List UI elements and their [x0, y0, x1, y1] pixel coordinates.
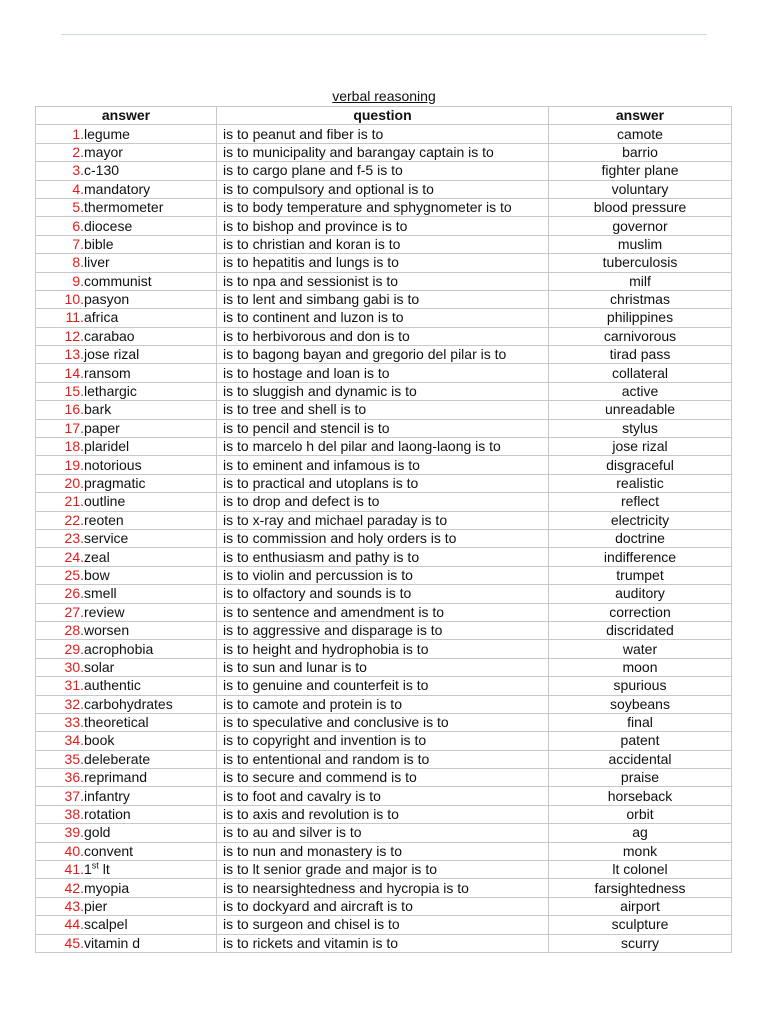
word-text: mayor — [84, 143, 123, 160]
item-number: 33. — [64, 714, 84, 731]
item-number: 28. — [64, 622, 84, 639]
answer-cell: tirad pass — [549, 346, 732, 364]
word-text: vitamin d — [84, 934, 141, 951]
item-number: 1. — [72, 125, 84, 142]
word-text: book — [84, 732, 115, 749]
item-number: 38. — [64, 806, 84, 823]
item-number: 6. — [72, 217, 84, 234]
item-number: 13. — [64, 346, 84, 363]
column-header-answer-2: answer — [549, 107, 732, 125]
answer-cell: spurious — [549, 677, 732, 695]
word-cell — [36, 713, 217, 731]
answer-cell: stylus — [549, 419, 732, 437]
column-header-question: question — [217, 107, 549, 125]
answer-cell: doctrine — [549, 529, 732, 547]
item-number: 8. — [72, 254, 84, 271]
table-row — [36, 493, 732, 511]
word-cell — [36, 677, 217, 695]
question-cell: is to camote and protein is to — [217, 695, 549, 713]
word-cell — [36, 621, 217, 639]
question-cell: is to practical and utoplans is to — [217, 474, 549, 492]
question-cell: is to nun and monastery is to — [217, 842, 549, 860]
table-row — [36, 879, 732, 897]
answer-cell: accidental — [549, 750, 732, 768]
item-number: 43. — [64, 897, 84, 914]
answer-cell: farsightedness — [549, 879, 732, 897]
question-cell: is to speculative and conclusive is to — [217, 713, 549, 731]
question-cell: is to sun and lunar is to — [217, 658, 549, 676]
question-cell: is to compulsory and optional is to — [217, 180, 549, 198]
word-cell — [36, 640, 217, 658]
word-text: smell — [84, 585, 117, 602]
word-cell — [36, 861, 217, 879]
item-number: 23. — [64, 530, 84, 547]
question-cell: is to secure and commend is to — [217, 769, 549, 787]
word-text: ransom — [84, 364, 131, 381]
question-cell: is to drop and defect is to — [217, 493, 549, 511]
table-row — [36, 640, 732, 658]
item-number: 21. — [64, 493, 84, 510]
table-row — [36, 217, 732, 235]
answer-cell: realistic — [549, 474, 732, 492]
item-number: 5. — [72, 199, 84, 216]
word-cell — [36, 585, 217, 603]
word-text: diocese — [84, 217, 133, 234]
word-text: lethargic — [84, 383, 137, 400]
item-number: 41. — [64, 861, 84, 878]
word-text: jose rizal — [84, 346, 140, 363]
word-cell — [36, 879, 217, 897]
word-text: africa — [84, 309, 119, 326]
word-text: reprimand — [84, 769, 148, 786]
table-body — [36, 125, 732, 953]
question-cell: is to herbivorous and don is to — [217, 327, 549, 345]
word-cell — [36, 695, 217, 713]
table-row — [36, 327, 732, 345]
question-cell: is to sentence and amendment is to — [217, 603, 549, 621]
answer-cell: water — [549, 640, 732, 658]
question-cell: is to height and hydrophobia is to — [217, 640, 549, 658]
word-text: bow — [84, 566, 110, 583]
word-cell — [36, 824, 217, 842]
question-cell: is to commission and holy orders is to — [217, 529, 549, 547]
item-number: 29. — [64, 640, 84, 657]
table-row — [36, 419, 732, 437]
word-cell — [36, 511, 217, 529]
answer-cell: airport — [549, 897, 732, 915]
table-row — [36, 677, 732, 695]
word-text: theoretical — [84, 714, 149, 731]
word-text: carabao — [84, 327, 135, 344]
item-number: 18. — [64, 438, 84, 455]
word-cell — [36, 787, 217, 805]
table-row — [36, 750, 732, 768]
word-text: pasyon — [84, 291, 130, 308]
table-row — [36, 180, 732, 198]
answer-cell: discridated — [549, 621, 732, 639]
word-text: convent — [84, 842, 134, 859]
item-number: 42. — [64, 879, 84, 896]
item-number: 4. — [72, 180, 84, 197]
table-row — [36, 290, 732, 308]
item-number: 35. — [64, 750, 84, 767]
item-number: 44. — [64, 916, 84, 933]
table-row — [36, 621, 732, 639]
answer-cell: orbit — [549, 805, 732, 823]
word-text: worsen — [84, 622, 130, 639]
item-number: 17. — [64, 419, 84, 436]
table-row — [36, 309, 732, 327]
word-cell — [36, 198, 217, 216]
table-row — [36, 842, 732, 860]
table-row — [36, 346, 732, 364]
word-cell — [36, 658, 217, 676]
question-cell: is to tree and shell is to — [217, 401, 549, 419]
word-cell — [36, 493, 217, 511]
table-row — [36, 235, 732, 253]
answer-cell: christmas — [549, 290, 732, 308]
answer-cell: electricity — [549, 511, 732, 529]
answer-cell: indifference — [549, 548, 732, 566]
word-cell — [36, 364, 217, 382]
question-cell: is to rickets and vitamin is to — [217, 934, 549, 952]
word-cell — [36, 529, 217, 547]
item-number: 9. — [72, 272, 84, 289]
table-row — [36, 916, 732, 934]
item-number: 36. — [64, 769, 84, 786]
word-text: solar — [84, 658, 115, 675]
word-text: reoten — [84, 511, 124, 528]
word-text: plaridel — [84, 438, 130, 455]
question-cell: is to cargo plane and f-5 is to — [217, 162, 549, 180]
word-text: bible — [84, 235, 114, 252]
answer-cell: soybeans — [549, 695, 732, 713]
item-number: 30. — [64, 658, 84, 675]
word-cell — [36, 805, 217, 823]
table-row — [36, 603, 732, 621]
question-cell: is to olfactory and sounds is to — [217, 585, 549, 603]
table-row — [36, 861, 732, 879]
answer-cell: fighter plane — [549, 162, 732, 180]
table-row — [36, 769, 732, 787]
table-row — [36, 713, 732, 731]
answer-cell: moon — [549, 658, 732, 676]
word-text: acrophobia — [84, 640, 154, 657]
question-cell: is to lt senior grade and major is to — [217, 861, 549, 879]
question-cell: is to christian and koran is to — [217, 235, 549, 253]
word-cell — [36, 290, 217, 308]
table-row — [36, 125, 732, 143]
table-row — [36, 566, 732, 584]
table-row — [36, 529, 732, 547]
answer-cell: monk — [549, 842, 732, 860]
word-text-suffix: lt — [98, 861, 110, 878]
item-number: 32. — [64, 695, 84, 712]
word-cell — [36, 217, 217, 235]
word-text: carbohydrates — [84, 695, 173, 712]
word-cell — [36, 769, 217, 787]
word-cell — [36, 897, 217, 915]
answer-cell: blood pressure — [549, 198, 732, 216]
table-row — [36, 695, 732, 713]
question-cell: is to continent and luzon is to — [217, 309, 549, 327]
table-row — [36, 511, 732, 529]
word-text: communist — [84, 272, 152, 289]
item-number: 22. — [64, 511, 84, 528]
question-cell: is to hostage and loan is to — [217, 364, 549, 382]
table-row — [36, 254, 732, 272]
word-cell — [36, 327, 217, 345]
question-cell: is to bagong bayan and gregorio del pilar is to — [217, 346, 549, 364]
item-number: 40. — [64, 842, 84, 859]
answer-cell: disgraceful — [549, 456, 732, 474]
item-number: 34. — [64, 732, 84, 749]
word-text: thermometer — [84, 199, 164, 216]
word-text: deleberate — [84, 750, 151, 767]
question-cell: is to eminent and infamous is to — [217, 456, 549, 474]
table-row — [36, 732, 732, 750]
word-cell — [36, 272, 217, 290]
question-cell: is to aggressive and disparage is to — [217, 621, 549, 639]
item-number: 2. — [72, 143, 84, 160]
question-cell: is to municipality and barangay captain is to — [217, 143, 549, 161]
item-number: 10. — [64, 291, 84, 308]
word-text: mandatory — [84, 180, 151, 197]
word-superscript: st — [91, 860, 99, 871]
word-cell — [36, 934, 217, 952]
table-row — [36, 272, 732, 290]
item-number: 31. — [64, 677, 84, 694]
word-text: gold — [84, 824, 111, 841]
word-cell — [36, 474, 217, 492]
word-cell — [36, 566, 217, 584]
answer-cell: correction — [549, 603, 732, 621]
word-text: liver — [84, 254, 110, 271]
word-cell — [36, 842, 217, 860]
word-cell — [36, 346, 217, 364]
question-cell: is to hepatitis and lungs is to — [217, 254, 549, 272]
table-row — [36, 934, 732, 952]
word-text: pragmatic — [84, 475, 146, 491]
question-cell: is to foot and cavalry is to — [217, 787, 549, 805]
table-row — [36, 658, 732, 676]
question-cell: is to enthusiasm and pathy is to — [217, 548, 549, 566]
question-cell: is to lent and simbang gabi is to — [217, 290, 549, 308]
table-row — [36, 364, 732, 382]
item-number: 26. — [64, 585, 84, 602]
answer-cell: jose rizal — [549, 438, 732, 456]
answer-cell: tuberculosis — [549, 254, 732, 272]
word-cell — [36, 438, 217, 456]
word-cell — [36, 548, 217, 566]
word-text: myopia — [84, 879, 130, 896]
word-text: notorious — [84, 456, 142, 473]
question-cell: is to au and silver is to — [217, 824, 549, 842]
word-cell — [36, 125, 217, 143]
table-header-row — [36, 107, 732, 125]
word-cell — [36, 750, 217, 768]
word-cell — [36, 732, 217, 750]
table-row — [36, 143, 732, 161]
answer-cell: barrio — [549, 143, 732, 161]
table-row — [36, 548, 732, 566]
question-cell: is to genuine and counterfeit is to — [217, 677, 549, 695]
word-text: paper — [84, 419, 120, 436]
answer-cell: ag — [549, 824, 732, 842]
answer-cell: lt colonel — [549, 861, 732, 879]
word-text: c-130 — [84, 162, 120, 179]
header-rule — [61, 34, 707, 35]
table-row — [36, 805, 732, 823]
item-number: 11. — [65, 309, 84, 326]
answer-cell: muslim — [549, 235, 732, 253]
answer-cell: active — [549, 382, 732, 400]
column-header-answer: answer — [36, 107, 217, 125]
question-cell: is to npa and sessionist is to — [217, 272, 549, 290]
word-text: scalpel — [84, 916, 128, 933]
answer-cell: praise — [549, 769, 732, 787]
answer-cell: camote — [549, 125, 732, 143]
answer-cell: carnivorous — [549, 327, 732, 345]
question-cell: is to marcelo h del pilar and laong-laong is to — [217, 438, 549, 456]
question-cell: is to pencil and stencil is to — [217, 419, 549, 437]
table-row — [36, 585, 732, 603]
answer-cell: scurry — [549, 934, 732, 952]
answer-cell: sculpture — [549, 916, 732, 934]
answer-cell: voluntary — [549, 180, 732, 198]
item-number: 19. — [64, 456, 84, 473]
item-number: 12. — [64, 327, 84, 344]
word-text: zeal — [84, 548, 110, 565]
table-row — [36, 824, 732, 842]
table-row — [36, 198, 732, 216]
word-cell — [36, 180, 217, 198]
word-text: pier — [84, 897, 108, 914]
item-number: 16. — [64, 401, 84, 418]
item-number: 15. — [64, 383, 84, 400]
table-row — [36, 382, 732, 400]
word-cell — [36, 235, 217, 253]
table-row — [36, 401, 732, 419]
word-text: 1 — [84, 861, 92, 878]
word-cell — [36, 603, 217, 621]
question-cell: is to body temperature and sphygnometer is to — [217, 198, 549, 216]
item-number: 14. — [64, 364, 84, 381]
answer-cell: auditory — [549, 585, 732, 603]
word-cell — [36, 419, 217, 437]
question-cell: is to ententional and random is to — [217, 750, 549, 768]
question-cell: is to surgeon and chisel is to — [217, 916, 549, 934]
question-cell: is to peanut and fiber is to — [217, 125, 549, 143]
word-cell — [36, 916, 217, 934]
item-number: 24. — [64, 548, 84, 565]
word-text: authentic — [84, 677, 141, 694]
word-cell — [36, 143, 217, 161]
item-number: 7. — [72, 235, 84, 252]
item-number: 20. — [64, 475, 84, 491]
question-cell: is to violin and percussion is to — [217, 566, 549, 584]
word-cell — [36, 254, 217, 272]
question-cell: is to dockyard and aircraft is to — [217, 897, 549, 915]
item-number: 3. — [72, 162, 84, 179]
answer-cell: patent — [549, 732, 732, 750]
question-cell: is to sluggish and dynamic is to — [217, 382, 549, 400]
document-title: verbal reasoning — [332, 88, 436, 104]
answer-cell: milf — [549, 272, 732, 290]
word-text: infantry — [84, 787, 130, 804]
word-cell — [36, 309, 217, 327]
word-text: bark — [84, 401, 112, 418]
answer-cell: horseback — [549, 787, 732, 805]
question-cell: is to axis and revolution is to — [217, 805, 549, 823]
word-text: review — [84, 603, 125, 620]
item-number: 45. — [64, 934, 84, 951]
item-number: 27. — [64, 603, 84, 620]
word-text: service — [84, 530, 129, 547]
table-row — [36, 456, 732, 474]
item-number: 39. — [64, 824, 84, 841]
word-cell — [36, 401, 217, 419]
question-cell: is to nearsightedness and hycropia is to — [217, 879, 549, 897]
table-row — [36, 787, 732, 805]
answer-cell: collateral — [549, 364, 732, 382]
word-cell — [36, 382, 217, 400]
table-row — [36, 474, 732, 492]
word-text: legume — [84, 125, 130, 142]
answer-cell: governor — [549, 217, 732, 235]
answer-cell: philippines — [549, 309, 732, 327]
word-cell — [36, 162, 217, 180]
answer-cell: unreadable — [549, 401, 732, 419]
question-cell: is to x-ray and michael paraday is to — [217, 511, 549, 529]
word-cell — [36, 456, 217, 474]
answer-cell: final — [549, 713, 732, 731]
question-cell: is to bishop and province is to — [217, 217, 549, 235]
word-text: rotation — [84, 806, 131, 823]
table-row — [36, 162, 732, 180]
table-row — [36, 438, 732, 456]
table-row — [36, 897, 732, 915]
analogy-table — [35, 106, 732, 953]
question-cell: is to copyright and invention is to — [217, 732, 549, 750]
word-text: outline — [84, 493, 126, 510]
item-number: 37. — [64, 787, 84, 804]
answer-cell: trumpet — [549, 566, 732, 584]
answer-cell: reflect — [549, 493, 732, 511]
item-number: 25. — [64, 566, 84, 583]
